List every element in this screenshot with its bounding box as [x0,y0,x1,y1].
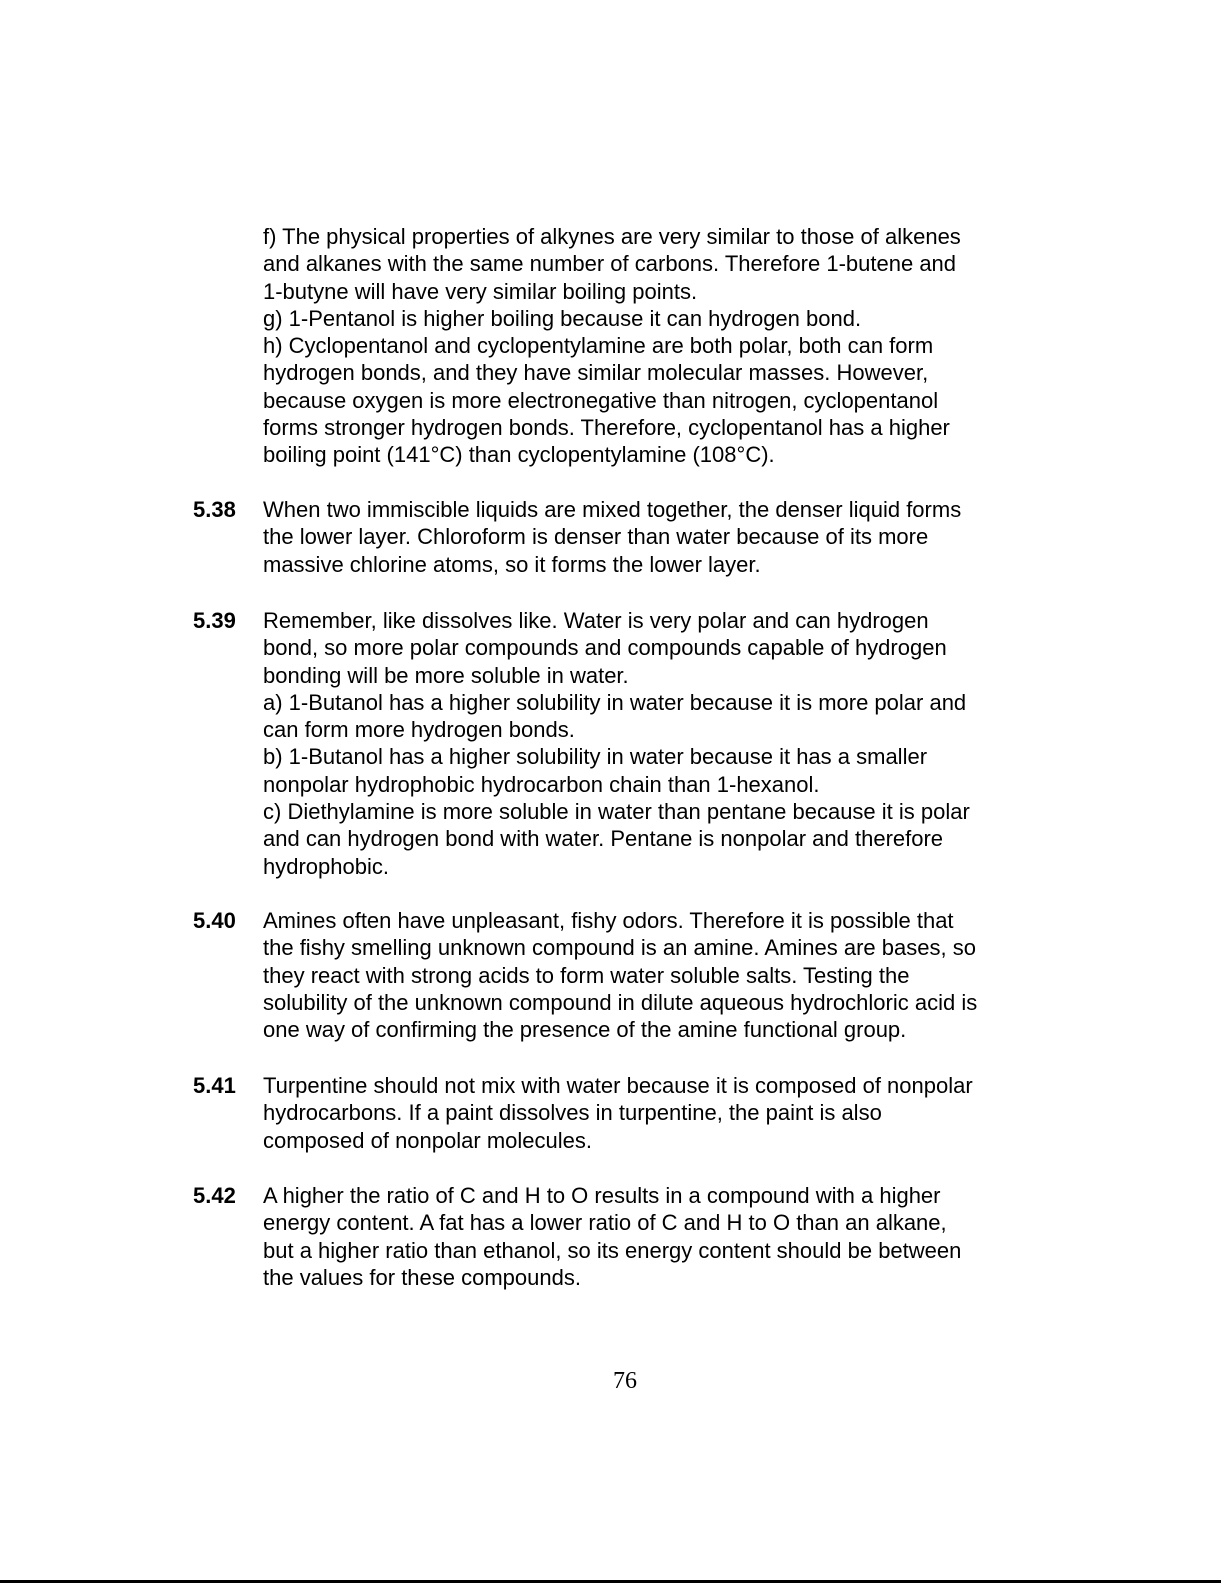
text-line: the fishy smelling unknown compound is an amine. Amines are bases, so [263,935,976,961]
problem-answer [263,1182,961,1291]
text-line: hydrogen bonds, and they have similar molecular masses. However, [263,360,929,386]
text-line: massive chlorine atoms, so it forms the lower layer. [263,551,761,577]
problem-number: 5.40 [193,908,236,933]
text-line: c) Diethylamine is more soluble in water than pentane because it is polar [263,799,970,825]
problem-number: 5.39 [193,608,236,633]
text-line: forms stronger hydrogen bonds. Therefore, cyclopentanol has a higher [263,415,950,441]
problem-number: 5.38 [193,497,236,522]
text-line: composed of nonpolar molecules. [263,1127,592,1153]
text-line: a) 1-Butanol has a higher solubility in water because it is more polar and [263,689,967,715]
text-line: Amines often have unpleasant, fishy odors. Therefore it is possible that [263,908,954,933]
continuation-answers [263,223,961,469]
text-line: and can hydrogen bond with water. Pentane is nonpolar and therefore [263,826,944,852]
text-line: energy content. A fat has a lower ratio of C and H to O than an alkane, [263,1210,947,1236]
text-line: and alkanes with the same number of carbons. Therefore 1-butene and [263,251,957,277]
text-line: Turpentine should not mix with water because it is composed of nonpolar [263,1073,973,1098]
problem-answer [263,907,977,1043]
text-line: boiling point (141°C) than cyclopentylamine (108°C). [263,442,775,468]
text-line: h) Cyclopentanol and cyclopentylamine are both polar, both can form [263,333,934,359]
text-line: hydrocarbons. If a paint dissolves in turpentine, the paint is also [263,1100,882,1126]
problem-answer [263,496,961,578]
text-line: When two immiscible liquids are mixed together, the denser liquid forms [263,497,962,522]
text-line: the values for these compounds. [263,1264,581,1290]
text-line: b) 1-Butanol has a higher solubility in water because it has a smaller [263,744,928,770]
text-line: bonding will be more soluble in water. [263,662,629,688]
text-line: f) The physical properties of alkynes are very similar to those of alkenes [263,224,961,249]
problem-answer [263,1072,973,1154]
text-line: can form more hydrogen bonds. [263,717,575,743]
text-line: the lower layer. Chloroform is denser than water because of its more [263,524,929,550]
problem-answer [263,607,970,880]
text-line: solubility of the unknown compound in dilute aqueous hydrochloric acid is [263,989,978,1015]
text-line: g) 1-Pentanol is higher boiling because it can hydrogen bond. [263,305,862,331]
text-line: Remember, like dissolves like. Water is very polar and can hydrogen [263,608,929,633]
text-line: A higher the ratio of C and H to O results in a compound with a higher [263,1183,941,1208]
page-number: 76 [613,1368,637,1394]
text-line: hydrophobic. [263,853,389,879]
text-line: one way of confirming the presence of the amine functional group. [263,1017,907,1043]
text-line: nonpolar hydrophobic hydrocarbon chain than 1-hexanol. [263,771,820,797]
text-line: but a higher ratio than ethanol, so its energy content should be between [263,1237,962,1263]
problem-number: 5.41 [193,1073,236,1098]
text-line: bond, so more polar compounds and compounds capable of hydrogen [263,635,947,661]
problem-number: 5.42 [193,1183,236,1208]
text-line: they react with strong acids to form water soluble salts. Testing the [263,962,910,988]
text-line: 1-butyne will have very similar boiling points. [263,278,698,304]
text-line: because oxygen is more electronegative than nitrogen, cyclopentanol [263,387,939,413]
